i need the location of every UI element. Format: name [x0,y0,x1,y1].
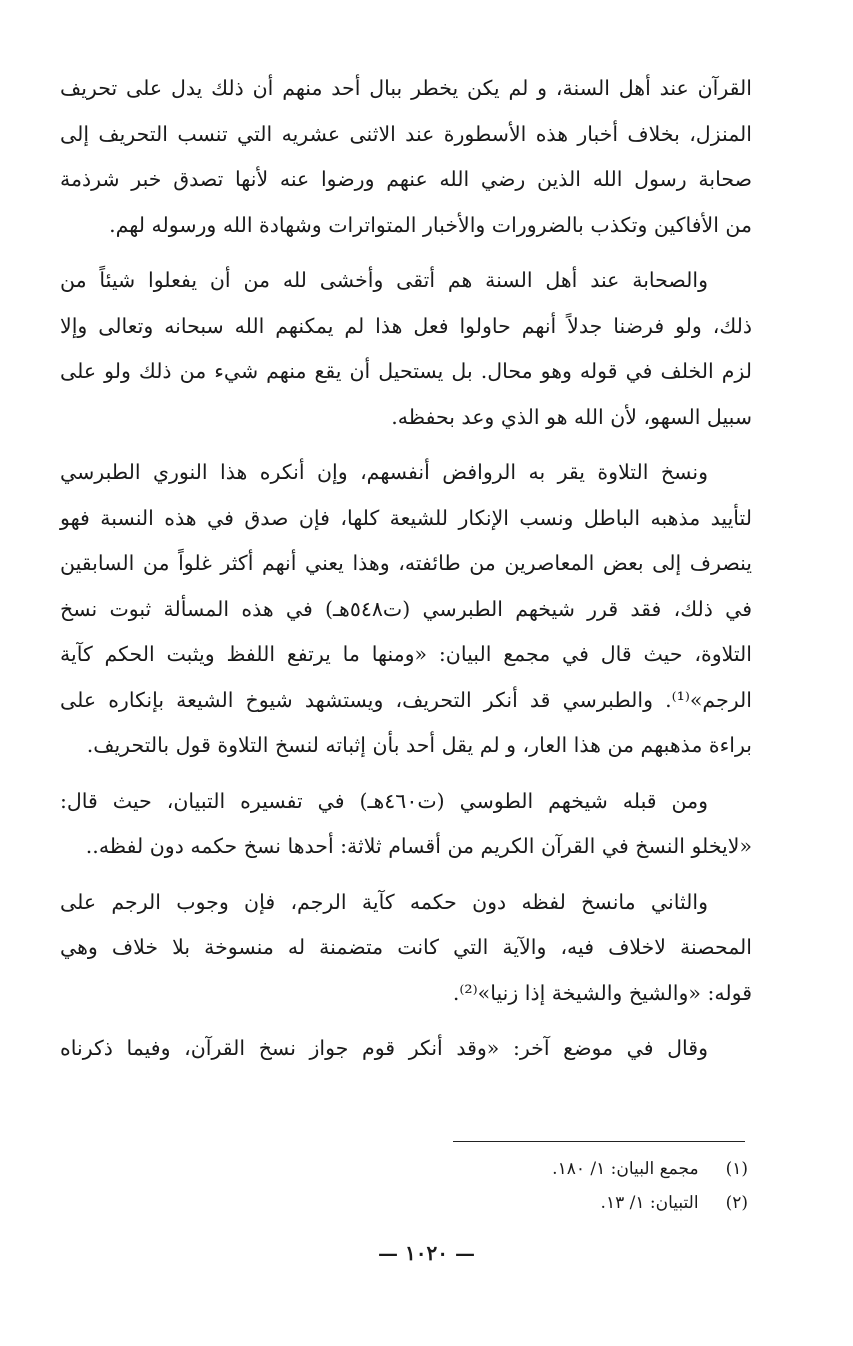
paragraph-1 [60,66,752,248]
text-line: ذلك، ولو فرضنا جدلاً أنهم حاولوا فعل هذا لم يمكنهم الله سبحانه وتعالى وإلا [60,313,752,338]
footnotes [300,1152,748,1220]
footnote-separator [453,1141,745,1142]
text-line: لزم الخلف في قوله وهو محال. بل يستحيل أن يقع منهم شيء من ذلك ولو على [60,359,752,383]
footnote-2 [300,1186,748,1220]
text-line: التلاوة، حيث قال في مجمع البيان: «ومنها ما يرتفع اللفظ ويثبت الحكم كآية [60,642,752,666]
text-line: الرجم»⁽¹⁾. والطبرسي قد أنكر التحريف، ويستشهد شيوخ الشيعة بإنكاره على [60,687,752,712]
footnote-text: مجمع البيان: ١/ ١٨٠. [552,1159,699,1179]
footnote-text: التبيان: ١/ ١٣. [600,1193,699,1213]
text-line: المحصنة لاخلاف فيه، والآية التي كانت متضمنة له منسوخة بلا خلاف وهي [60,935,752,959]
paragraph-gap [60,440,752,450]
text-line: وقال في موضع آخر: «وقد أنكر قوم جواز نسخ القرآن، وفيما ذكرناه [60,1036,708,1060]
text-line: من الأفاكين وتكذب بالضرورات والأخبار المتواترات وشهادة الله ورسوله لهم. [109,212,752,237]
text-line: في ذلك، فقد قرر شيخهم الطبرسي (ت٥٤٨هـ) في هذه المسألة ثبوت نسخ [60,596,752,621]
footnote-number: (٢) [725,1193,748,1213]
page-number: — ١٠٢٠ — [378,1241,475,1265]
paragraph-6 [60,1026,752,1072]
text-line: المنزل، بخلاف أخبار هذه الأسطورة عند الاثنى عشريه التي تنسب التحريف إلى [60,121,752,146]
footnote-number: (١) [725,1159,748,1179]
paragraph-gap [60,248,752,258]
paragraph-4 [60,779,752,870]
text-line: «لايخلو النسخ في القرآن الكريم من أقسام ثلاثة: أحدها نسخ حكمه دون لفظه.. [85,834,752,858]
text-line: القرآن عند أهل السنة، و لم يكن يخطر ببال أحد منهم أن ذلك يدل على تحريف [60,76,752,100]
paragraph-gap [60,1016,752,1026]
text-line: قوله: «والشيخ والشيخة إذا زنيا»⁽²⁾. [452,980,752,1005]
text-line: ينصرف إلى بعض المعاصرين من طائفته، وهذا يعني أنهم أكثر غلواً من السابقين [60,551,752,575]
paragraph-5 [60,880,752,1017]
text-line: براءة مذهبهم من هذا العار، و لم يقل أحد بأن إثباته لنسخ التلاوة قول بالتحريف. [86,733,752,757]
text-line: ونسخ التلاوة يقر به الروافض أنفسهم، وإن أنكره هذا النوري الطبرسي [60,460,708,484]
main-text [60,66,752,1072]
text-line: لتأييد مذهبه الباطل ونسب الإنكار للشيعة كلها، فإن صدق في هذه النسبة فهو [60,505,752,530]
paragraph-gap [60,870,752,880]
paragraph-3 [60,450,752,769]
text-line: صحابة رسول الله الذين رضي الله عنهم ورضوا عنه لأنها تصدق خبر شرذمة [60,167,752,191]
text-line: سبيل السهو، لأن الله هو الذي وعد بحفظه. [391,404,752,429]
text-line: والصحابة عند أهل السنة هم أتقى وأخشى لله من أن يفعلوا شيئاً من [60,268,708,292]
paragraph-2 [60,258,752,440]
footnote-1 [300,1152,748,1186]
text-line: ومن قبله شيخهم الطوسي (ت٤٦٠هـ) في تفسيره التبيان، حيث قال: [60,788,708,813]
paragraph-gap [60,769,752,779]
text-line: والثاني مانسخ لفظه دون حكمه كآية الرجم، فإن وجوب الرجم على [60,889,708,914]
